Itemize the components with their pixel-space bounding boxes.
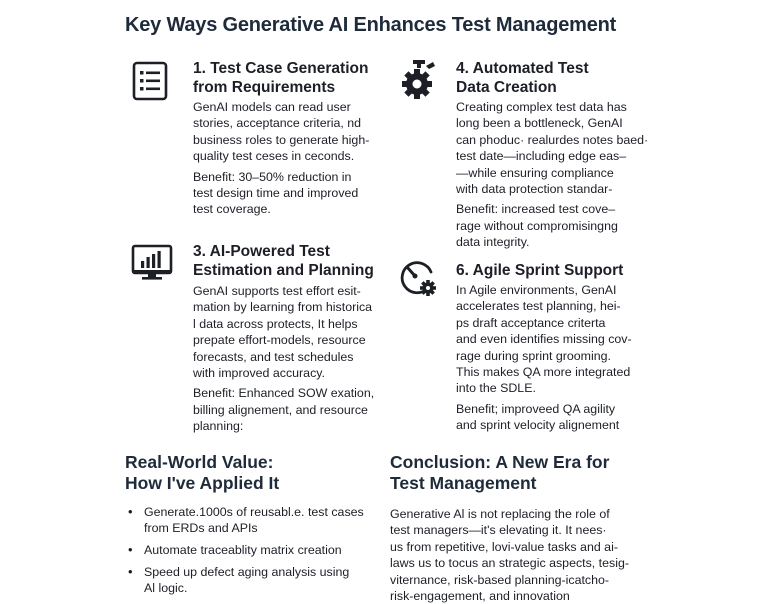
card-body-test-case-generation (193, 99, 388, 222)
conclusion-paragraph: Generative Al is not replacing the role of test managers—it's elevating it. It nees· us from repetitive, lovi-value tasks and ai- laws us to tocus an strategic aspects, tesig- viternance, risk-based planning-icatcho- risk-engagement, and innovation (390, 507, 629, 604)
real-world-value-heading: Real-World Value: How I've Applied It (125, 452, 280, 493)
card-body-agile-sprint-support (456, 282, 656, 438)
card-body-ai-powered-estimation (193, 283, 391, 439)
real-world-bullet-list (127, 504, 387, 602)
card-description: Creating complex test data has long been a bottleneck, GenAI can phoduc· realurdes notes baed· test date—including edge eas– —while ensuring compliance with data protection standar- (456, 100, 649, 197)
card-benefit: Benefit: 30–50% reduction in test design time and improved test coverage. (193, 169, 359, 217)
card-description: GenAI models can read user stories, acceptance criteria, nd business roles to generate high- quality test ceses in ceconds. (193, 100, 370, 164)
card-body-automated-test-data (456, 99, 661, 255)
card-benefit: Benefit; improveed QA agility and sprint velocity alignement (456, 401, 620, 433)
card-title-test-case-generation: 1. Test Case Generation from Requirements (193, 60, 369, 96)
page-title: Key Ways Generative AI Enhances Test Management (125, 14, 617, 36)
gauge-gear-icon (397, 256, 439, 298)
conclusion-heading: Conclusion: A New Era for Test Management (390, 452, 610, 493)
card-benefit: Benefit: increased test cove– rage without compromisingng data integrity. (456, 202, 618, 250)
card-title-ai-powered-estimation: 3. AI-Powered Test Estimation and Planning (193, 243, 374, 279)
checklist-icon (131, 60, 171, 102)
card-description: GenAI supports test effort esit- mation by learning from historica l data across protects, It helps prepate effort-models, resource forecasts, and test schedules with improved accuracy. (193, 284, 373, 381)
gear-cog-icon (399, 58, 441, 102)
card-benefit: Benefit: Enhanced SOW exation, billing alignement, and resource planning: (193, 386, 375, 434)
card-title-agile-sprint-support: 6. Agile Sprint Support (456, 262, 624, 279)
list-item: • Speed up defect aging analysis using Al logic. (127, 564, 387, 596)
bar-chart-monitor-icon (131, 244, 173, 282)
card-description: In Agile environments, GenAI accelerates test planning, hei- ps draft acceptance criterta and even identifies missing cov- rage during sprint grooming. This makes QA more integrated into the SDLE. (456, 283, 632, 396)
list-item: • Generate.1000s of reusabl.e. test cases from ERDs and APIs (127, 504, 387, 536)
card-title-automated-test-data: 4. Automated Test Data Creation (456, 60, 589, 96)
list-item: • Automate traceablity matrix creation (127, 542, 387, 558)
